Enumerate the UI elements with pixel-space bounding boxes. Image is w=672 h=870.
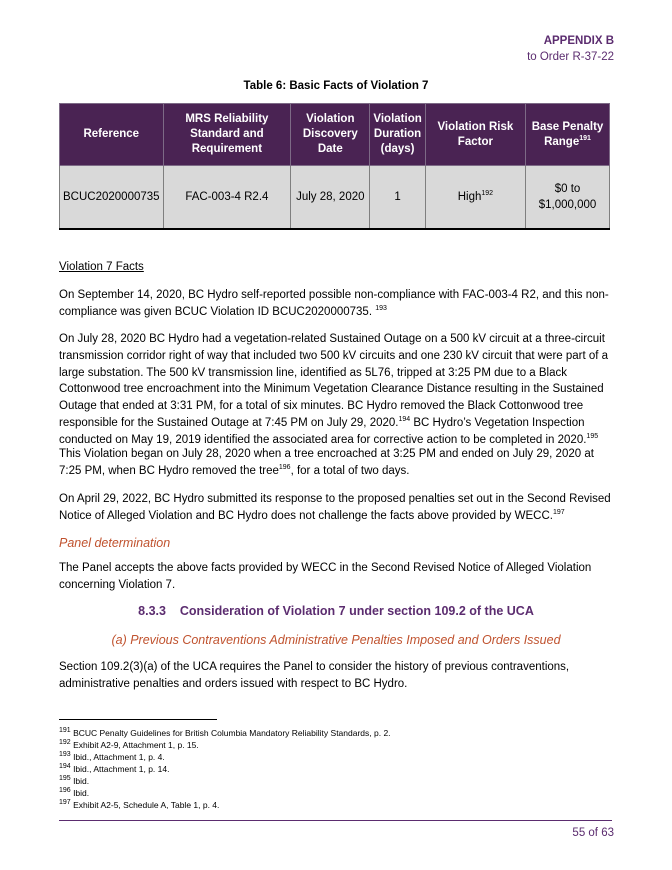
paragraph-outage: On July 28, 2020 BC Hydro had a vegetation-related Sustained Outage on a 500 kV circuit at a three-circuit transmission corridor right of way that included two 500 kV circuits and one 230 kV circuit that were part of a large substation. The 500 kV transmission line, identified as 5L76, tripped at 3:25 PM due to a Black Cottonwood tree encroachment into the Minimum Vegetation Clearance Distance resulting in the Sustained Outage that ended at 3:31 PM, for a total of six minutes. BC Hydro removed the Black Cottonwood tree responsible for the Sustained Outage at 7:45 PM on July 29, 2020.$^{194}$ BC Hydro’s Vegetation Inspection conducted on May 19, 2019 identified the associated area for corrective action to be completed in 2020.$^{195}$ [59, 333, 609, 446]
footer-rule [59, 820, 612, 821]
cell-reference: BCUC2020000735 [60, 166, 164, 230]
footnote-item: $^{195}$ Ibid. [59, 775, 90, 786]
footnote-item: $^{191}$ BCUC Penalty Guidelines for British Columbia Mandatory Reliability Standards, p. 2. [59, 727, 391, 738]
section-heading: 8.3.3 Consideration of Violation 7 under section 109.2 of the UCA [138, 604, 534, 618]
header-duration: Violation Duration (days) [370, 104, 425, 166]
footnote-item: $^{193}$ Ibid., Attachment 1, p. 4. [59, 751, 165, 762]
footnote-ref[interactable]: 192 [481, 190, 494, 198]
cell-penalty: $0 to $1,000,000 [526, 166, 610, 230]
footnote-divider [59, 719, 217, 720]
footnote-ref[interactable]: 191 [579, 134, 591, 142]
paragraph-response: On April 29, 2022, BC Hydro submitted its response to the proposed penalties set out in the Second Revised Notice of Alleged Violation and BC Hydro does not challenge the facts above provided by WECC.$^{197}$ [59, 493, 611, 522]
footnote-ref[interactable]: 196 [278, 463, 291, 471]
subsection-heading: (a) Previous Contraventions Administrative Penalties Imposed and Orders Issued [111, 633, 561, 647]
table-row [60, 166, 610, 230]
cell-date: July 28, 2020 [291, 166, 370, 230]
footnote-item: $^{192}$ Exhibit A2-9, Attachment 1, p. 15. [59, 739, 199, 750]
header-reference: Reference [60, 104, 164, 166]
page-number: 55 of 63 [572, 827, 614, 839]
violation-facts-table [59, 103, 610, 230]
table-header-row [60, 104, 610, 166]
footnote-item: $^{196}$ Ibid. [59, 787, 90, 798]
header-risk-factor: Violation Risk Factor [425, 104, 525, 166]
page-header [527, 33, 614, 65]
paragraph-panel-accepts: The Panel accepts the above facts provided by WECC in the Second Revised Notice of Alleged Violation concerning Violation 7. [59, 562, 592, 591]
cell-standard: FAC-003-4 R2.4 [163, 166, 291, 230]
appendix-label: APPENDIX B [543, 35, 614, 47]
order-reference: to Order R-37-22 [527, 51, 614, 63]
header-base-penalty: Base Penalty Range$^{191}$ [526, 104, 610, 166]
cell-risk: High$^{192}$ [425, 166, 525, 230]
footnote-ref[interactable]: 194 [398, 416, 411, 424]
footnote-ref[interactable]: 197 [552, 508, 565, 516]
table-title: Table 6: Basic Facts of Violation 7 [243, 80, 429, 92]
footnote-item: $^{194}$ Ibid., Attachment 1, p. 14. [59, 763, 170, 774]
header-standard: MRS Reliability Standard and Requirement [163, 104, 291, 166]
footnote-ref[interactable]: 193 [375, 304, 387, 312]
footnotes [59, 727, 391, 811]
paragraph-duration: This Violation began on July 28, 2020 when a tree encroached at 3:25 PM and ended on July 29, 2020 at 7:25 PM, when BC Hydro removed the tree$^{196}$, for a total of two days. [59, 448, 594, 477]
paragraph-section-109: Section 109.2(3)(a) of the UCA requires the Panel to consider the history of previous contraventions, administrative penalties and orders issued with respect to BC Hydro. [59, 661, 570, 690]
cell-duration: 1 [370, 166, 425, 230]
header-discovery-date: Violation Discovery Date [291, 104, 370, 166]
footnote-ref[interactable]: 195 [586, 432, 599, 440]
footnote-item: $^{197}$ Exhibit A2-5, Schedule A, Table 1, p. 4. [59, 799, 220, 810]
panel-determination-heading: Panel determination [59, 536, 171, 550]
paragraph-self-report: On September 14, 2020, BC Hydro self-reported possible non-compliance with FAC-003-4 R2, and this non-compliance was given BCUC Violation ID BCUC2020000735. $^{193}$ [59, 289, 609, 318]
facts-heading: Violation 7 Facts [59, 261, 144, 273]
